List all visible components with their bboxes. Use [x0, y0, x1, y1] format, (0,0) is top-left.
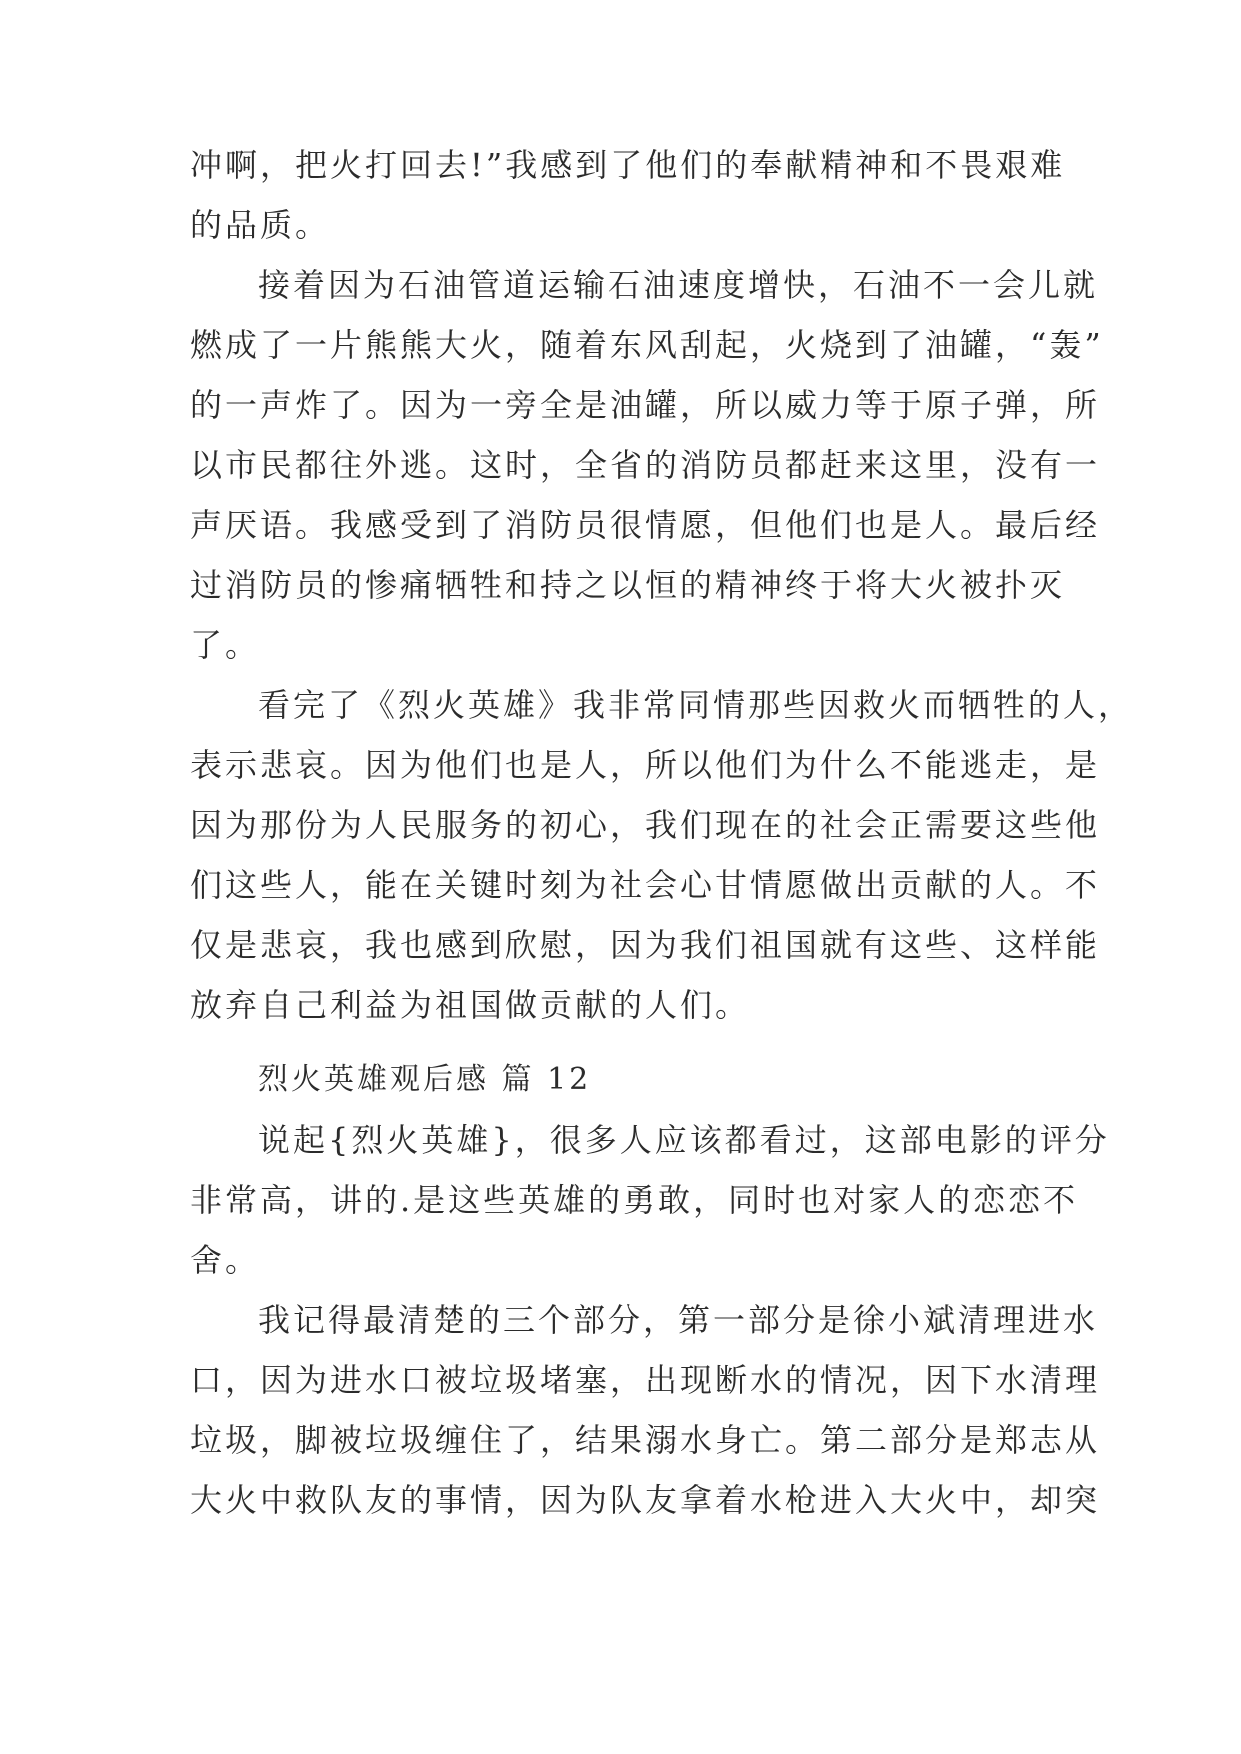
paragraph-line: 放弃自己利益为祖国做贡献的人们。 [190, 986, 751, 1024]
paragraph-line: 冲啊，把火打回去!”我感到了他们的奉献精神和不畏艰难 [190, 146, 1066, 184]
body-text-part-1 [190, 135, 1134, 1035]
body-text-part-2 [190, 1110, 1110, 1530]
paragraph-line: 接着因为石油管道运输石油速度增快，石油不一会儿就 [258, 266, 1099, 304]
section-heading-block [190, 1050, 1060, 1110]
paragraph-line: 非常高，讲的.是这些英雄的勇敢，同时也对家人的恋恋不 [190, 1181, 1079, 1219]
paragraph-line: 仅是悲哀，我也感到欣慰，因为我们祖国就有这些、这样能 [190, 926, 1101, 964]
paragraph-line: 的一声炸了。因为一旁全是油罐，所以威力等于原子弹，所 [190, 386, 1101, 424]
paragraph-line: 垃圾，脚被垃圾缠住了，结果溺水身亡。第二部分是郑志从 [190, 1421, 1101, 1459]
paragraph-line: 的品质。 [190, 206, 331, 244]
paragraph-line: 说起{烈火英雄}，很多人应该都看过，这部电影的评分 [258, 1121, 1110, 1159]
paragraph-line: 声厌语。我感受到了消防员很情愿，但他们也是人。最后经 [190, 506, 1101, 544]
paragraph-line: 了。 [190, 626, 261, 664]
paragraph-line: 过消防员的惨痛牺牲和持之以恒的精神终于将大火被扑灭 [190, 566, 1066, 604]
paragraph-line: 们这些人，能在关键时刻为社会心甘情愿做出贡献的人。不 [190, 866, 1101, 904]
paragraph-line: 以市民都往外逃。这时，全省的消防员都赶来这里，没有一 [190, 446, 1101, 484]
paragraph-line: 我记得最清楚的三个部分，第一部分是徐小斌清理进水 [258, 1301, 1099, 1339]
paragraph-line: 因为那份为人民服务的初心，我们现在的社会正需要这些他 [190, 806, 1101, 844]
paragraph-line: 表示悲哀。因为他们也是人，所以他们为什么不能逃走，是 [190, 746, 1101, 784]
paragraph-line: 舍。 [190, 1241, 261, 1279]
paragraph-line: 看完了《烈火英雄》我非常同情那些因救火而牺牲的人， [258, 686, 1134, 724]
paragraph-line: 燃成了一片熊熊大火，随着东风刮起，火烧到了油罐，“轰” [190, 326, 1104, 364]
section-title: 烈火英雄观后感 篇 12 [258, 1062, 592, 1097]
paragraph-line: 大火中救队友的事情，因为队友拿着水枪进入大火中，却突 [190, 1481, 1101, 1519]
paragraph-line: 口，因为进水口被垃圾堵塞，出现断水的情况，因下水清理 [190, 1361, 1101, 1399]
